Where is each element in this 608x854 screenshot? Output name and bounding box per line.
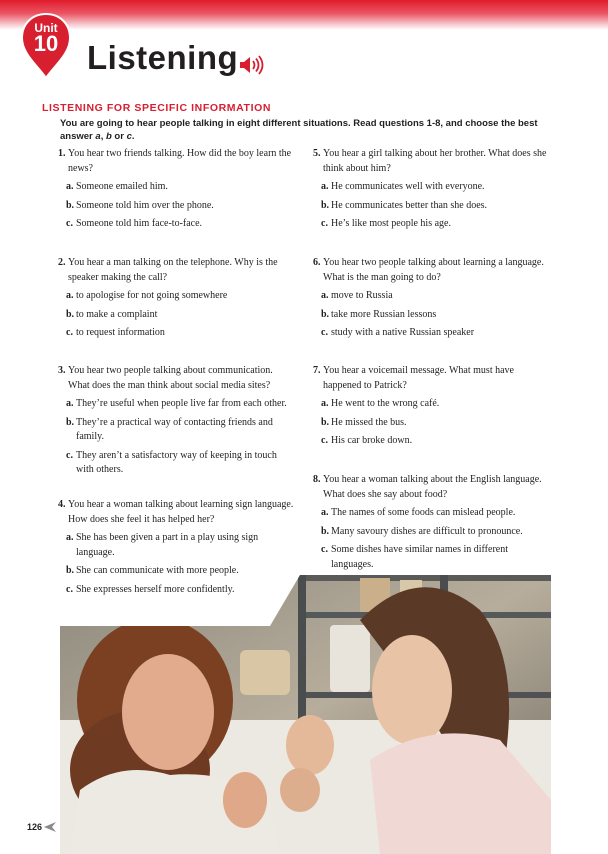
- question-number: 1.: [58, 148, 66, 159]
- page-arrow-icon: [44, 822, 56, 832]
- option-b[interactable]: b. Many savoury dishes are difficult to pronounce.: [321, 525, 523, 537]
- option-a[interactable]: a. She has been given a part in a play using sign language.: [66, 532, 259, 558]
- option-c[interactable]: c. study with a native Russian speaker: [321, 327, 475, 338]
- unit-label: Unit: [34, 21, 58, 35]
- option-b[interactable]: b. They’re a practical way of contacting friends and family.: [66, 416, 273, 442]
- option-c[interactable]: c. His car broke down.: [321, 435, 413, 446]
- option-b[interactable]: b. Someone told him over the phone.: [66, 199, 214, 211]
- option-c[interactable]: c. Someone told him face-to-face.: [66, 218, 203, 229]
- question-text: You hear a voicemail message. What must have happened to Patrick?: [323, 365, 514, 391]
- option-a[interactable]: a. He went to the wrong café.: [321, 398, 440, 409]
- question-number: 3.: [58, 365, 66, 376]
- question-text: You hear two people talking about learning a language. What is the man going to do?: [323, 257, 544, 283]
- option-b[interactable]: b. He communicates better than she does.: [321, 199, 488, 211]
- option-c[interactable]: c. She expresses herself more confidently.: [66, 583, 235, 595]
- option-c[interactable]: c. He’s like most people his age.: [321, 218, 451, 229]
- unit-number: 10: [33, 31, 59, 56]
- option-a[interactable]: a. He communicates well with everyone.: [321, 181, 485, 192]
- question-number: 7.: [313, 365, 321, 376]
- option-a[interactable]: a. Someone emailed him.: [66, 181, 168, 192]
- option-b[interactable]: b. to make a complaint: [66, 308, 158, 320]
- option-a[interactable]: a. to apologise for not going somewhere: [66, 290, 228, 301]
- question-text: You hear a woman talking about learning sign language. How does she feel it has helped her?: [68, 499, 294, 525]
- option-b[interactable]: b. take more Russian lessons: [321, 308, 437, 320]
- option-a[interactable]: a. The names of some foods can mislead people.: [321, 507, 516, 518]
- question-text: You hear two friends talking. How did the boy learn the news?: [68, 148, 292, 174]
- question-number: 5.: [313, 148, 321, 159]
- question-text: You hear two people talking about communication. What does the man think about social media sites?: [68, 365, 273, 391]
- question-text: You hear a woman talking about the English language. What does she say about food?: [323, 474, 542, 500]
- question-number: 6.: [313, 257, 321, 268]
- question-text: You hear a girl talking about her brother. What does she think about him?: [323, 148, 547, 174]
- question-number: 2.: [58, 257, 66, 268]
- option-c[interactable]: c. to request information: [66, 327, 165, 338]
- option-a[interactable]: a. They’re useful when people live far from each other.: [66, 398, 287, 409]
- question-text: You hear a man talking on the telephone. Why is the speaker making the call?: [68, 257, 278, 283]
- option-c[interactable]: c. Some dishes have similar names in different languages.: [321, 544, 508, 570]
- page-title: Listening: [87, 39, 239, 76]
- option-b[interactable]: b. She can communicate with more people.: [66, 565, 239, 576]
- instructions: You are going to hear people talking in eight different situations. Read questions 1-8, and choose the best answer a, b or c.: [60, 118, 538, 142]
- page-number: 126: [27, 822, 43, 832]
- question-number: 4.: [58, 499, 66, 510]
- question-number: 8.: [313, 474, 321, 485]
- option-a[interactable]: a. move to Russia: [321, 290, 393, 301]
- option-b[interactable]: b. He missed the bus.: [321, 416, 407, 428]
- section-heading: LISTENING FOR SPECIFIC INFORMATION: [42, 102, 272, 114]
- option-c[interactable]: c. They aren’t a satisfactory way of keeping in touch with others.: [66, 449, 277, 475]
